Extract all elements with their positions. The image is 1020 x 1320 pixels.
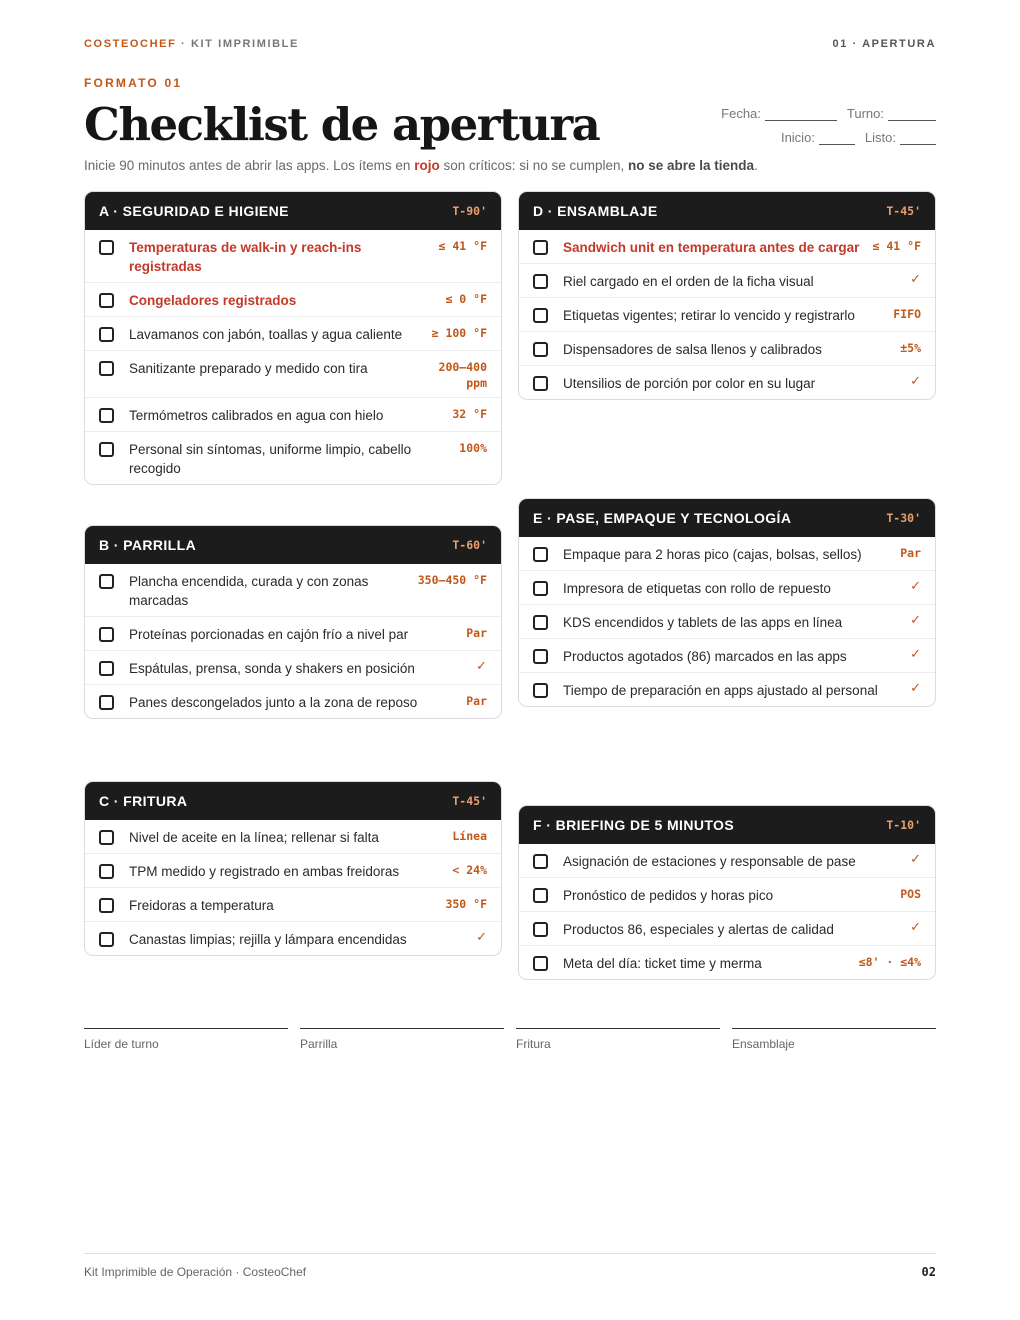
item-label: Freidoras a temperatura [129,898,274,913]
checkbox[interactable] [533,274,548,289]
check-icon: ✓ [910,681,921,696]
check-icon: ✓ [910,272,921,287]
checkbox[interactable] [99,361,114,376]
intro-part1: Inicie 90 minutos antes de abrir las apps. Los ítems en [84,158,415,173]
card-seguridad-higiene [84,191,502,485]
card-title: E · PASE, EMPAQUE Y TECNOLOGÍA [533,510,792,526]
checkbox[interactable] [533,649,548,664]
card-time: T-60' [452,538,487,552]
checkbox[interactable] [533,581,548,596]
checklist-item[interactable] [519,263,935,297]
card-header [519,806,935,844]
signature-ensamblaje[interactable] [732,1028,936,1051]
item-label: Sandwich unit en temperatura antes de cargar [563,240,860,255]
item-label: Panes descongelados junto a la zona de reposo [129,695,418,710]
check-icon: ✓ [910,613,921,628]
checkbox[interactable] [99,864,114,879]
checklist-item[interactable] [519,604,935,638]
fecha-label: Fecha: [721,106,761,121]
checklist-item[interactable] [85,282,501,316]
checkbox[interactable] [533,376,548,391]
card-ensamblaje [518,191,936,400]
check-icon: ✓ [910,920,921,935]
checkbox[interactable] [99,408,114,423]
listo-field[interactable] [865,130,936,145]
item-value: 200–400 ppm [438,360,487,390]
checklist-item[interactable] [85,921,501,955]
inicio-field[interactable] [781,130,855,145]
checkbox[interactable] [99,695,114,710]
checklist-item[interactable] [85,431,501,484]
meta-row-date [721,106,936,121]
turno-blank[interactable] [888,109,936,121]
card-time: T-30' [886,511,921,525]
item-label: Impresora de etiquetas con rollo de repuesto [563,581,831,596]
item-value: ≤ 41 °F [872,239,921,253]
item-label: Termómetros calibrados en agua con hielo [129,408,384,423]
card-time: T-90' [452,204,487,218]
checkbox[interactable] [99,327,114,342]
item-label: Personal sin síntomas, uniforme limpio, cabello recogido [129,442,412,476]
checkbox[interactable] [533,308,548,323]
top-bar [84,37,936,51]
card-title: F · BRIEFING DE 5 MINUTOS [533,817,735,833]
footer-text: Kit Imprimible de Operación · CosteoChef [84,1265,307,1279]
page-title: Checklist de apertura [84,98,600,151]
item-label: Etiquetas vigentes; retirar lo vencido y registrarlo [563,308,855,323]
item-value: ±5% [900,341,921,355]
signature-label: Fritura [516,1037,551,1051]
item-label: Utensilios de porción por color en su lugar [563,376,816,391]
card-title: D · ENSAMBLAJE [533,203,658,219]
item-label: Productos 86, especiales y alertas de calidad [563,922,834,937]
item-label: Proteínas porcionadas en cajón frío a nivel par [129,627,409,642]
item-label: Canastas limpias; rejilla y lámpara encendidas [129,932,407,947]
checklist-item[interactable] [85,853,501,887]
item-value: Par [466,626,487,640]
checklist-item[interactable] [85,650,501,684]
checklist-item[interactable] [519,844,935,877]
brand-subtitle: · KIT IMPRIMIBLE [176,38,299,50]
item-label: Nivel de aceite en la línea; rellenar si falta [129,830,379,845]
checkbox[interactable] [533,683,548,698]
page-number: 02 [921,1265,936,1279]
item-value: Par [466,694,487,708]
checklist-item[interactable] [519,638,935,672]
item-value: < 24% [452,863,487,877]
signature-parrilla[interactable] [300,1028,504,1051]
checkbox[interactable] [99,627,114,642]
item-label: Riel cargado en el orden de la ficha visual [563,274,814,289]
item-value: ≥ 100 °F [431,326,487,340]
brand-name: COSTEOCHEF [84,38,177,50]
signature-label: Parrilla [300,1037,338,1051]
checkbox[interactable] [99,830,114,845]
item-label: Productos agotados (86) marcados en las apps [563,649,847,664]
item-label: Espátulas, prensa, sonda y shakers en posición [129,661,415,676]
item-label: Congeladores registrados [129,293,297,308]
card-fritura [84,781,502,956]
item-value: ≤ 41 °F [438,239,487,253]
checklist-item[interactable] [85,820,501,853]
item-label: Sanitizante preparado y medido con tira [129,361,368,376]
intro-strong: no se abre la tienda [628,158,755,173]
signature-fritura[interactable] [516,1028,720,1051]
footer [84,1253,936,1279]
check-icon: ✓ [476,930,487,945]
card-pase-empaque-tecnologia [518,498,936,707]
item-value: Par [900,546,921,560]
checkbox[interactable] [533,956,548,971]
meta-row-time [781,130,936,145]
checklist-item[interactable] [519,230,935,263]
card-header [519,499,935,537]
card-title: C · FRITURA [99,793,188,809]
checklist-item[interactable] [519,365,935,399]
brand-line [84,38,299,50]
item-value: 32 °F [452,407,487,421]
card-title: A · SEGURIDAD E HIGIENE [99,203,289,219]
item-value: 350–450 °F [417,573,487,587]
item-value: FIFO [893,307,921,321]
item-label: Pronóstico de pedidos y horas pico [563,888,774,903]
item-label: Empaque para 2 horas pico (cajas, bolsas, sellos) [563,547,862,562]
checkbox[interactable] [99,442,114,457]
item-value: Línea [452,829,487,843]
checklist-item[interactable] [85,616,501,650]
check-icon: ✓ [910,579,921,594]
listo-label: Listo: [864,130,896,145]
checkbox[interactable] [533,922,548,937]
fecha-field[interactable] [721,106,837,121]
item-value: ≤ 0 °F [445,292,487,306]
card-header [85,192,501,230]
checklist-item[interactable] [519,331,935,365]
checklist-item[interactable] [85,684,501,718]
item-label: Dispensadores de salsa llenos y calibrados [563,342,822,357]
item-label: Temperaturas de walk-in y reach-ins registradas [129,240,362,274]
check-icon: ✓ [910,374,921,389]
checklist-item[interactable] [519,877,935,911]
intro-red-word: rojo [414,158,440,173]
item-label: Lavamanos con jabón, toallas y agua caliente [129,327,403,342]
checklist-item[interactable] [85,564,501,616]
item-value: ≤8' · ≤4% [858,955,921,969]
signature-label: Ensamblaje [732,1037,795,1051]
card-header [85,782,501,820]
checklist-item[interactable] [85,230,501,282]
checkbox[interactable] [533,240,548,255]
card-header [519,192,935,230]
check-icon: ✓ [910,852,921,867]
intro-part2: son críticos: si no se cumplen, [439,158,629,173]
item-label: KDS encendidos y tablets de las apps en línea [563,615,843,630]
inicio-blank[interactable] [819,133,855,145]
turno-field[interactable] [847,106,936,121]
check-icon: ✓ [910,647,921,662]
item-label: Tiempo de preparación en apps ajustado al personal [563,683,878,698]
turno-label: Turno: [846,106,884,121]
item-label: Meta del día: ticket time y merma [563,956,762,971]
checkbox[interactable] [533,854,548,869]
checklist-item[interactable] [519,570,935,604]
checklist-item[interactable] [85,316,501,350]
card-time: T-45' [886,204,921,218]
checkbox[interactable] [99,898,114,913]
card-title: B · PARRILLA [99,537,197,553]
card-briefing [518,805,936,980]
item-value: 100% [459,441,487,455]
checkbox[interactable] [99,932,114,947]
checkbox[interactable] [99,293,114,308]
listo-blank[interactable] [900,133,936,145]
checklist-item[interactable] [85,397,501,431]
checklist-item[interactable] [85,887,501,921]
format-label: FORMATO 01 [84,76,183,90]
intro-part3: . [754,158,758,173]
inicio-label: Inicio: [780,130,815,145]
card-time: T-10' [886,818,921,832]
checkbox[interactable] [99,661,114,676]
checklist-item[interactable] [519,297,935,331]
checkbox[interactable] [99,574,114,589]
fecha-blank[interactable] [765,109,837,121]
checkbox[interactable] [533,615,548,630]
card-time: T-45' [452,794,487,808]
checklist-item[interactable] [519,672,935,706]
signature-lider-turno[interactable] [84,1028,288,1051]
item-value: 350 °F [445,897,487,911]
checkbox[interactable] [99,240,114,255]
card-header [85,526,501,564]
check-icon: ✓ [476,659,487,674]
checklist-item[interactable] [85,350,501,397]
signature-label: Líder de turno [84,1037,159,1051]
card-parrilla [84,525,502,719]
item-label: Asignación de estaciones y responsable de pase [563,854,856,869]
item-value: POS [900,887,921,901]
item-label: TPM medido y registrado en ambas freidoras [129,864,400,879]
checkbox[interactable] [533,342,548,357]
checklist-item[interactable] [519,911,935,945]
checkbox[interactable] [533,888,548,903]
checklist-item[interactable] [519,537,935,570]
item-label: Plancha encendida, curada y con zonas marcadas [129,574,369,608]
intro-text [84,158,758,173]
checklist-item[interactable] [519,945,935,979]
checkbox[interactable] [533,547,548,562]
section-tag: 01 · APERTURA [832,38,936,50]
